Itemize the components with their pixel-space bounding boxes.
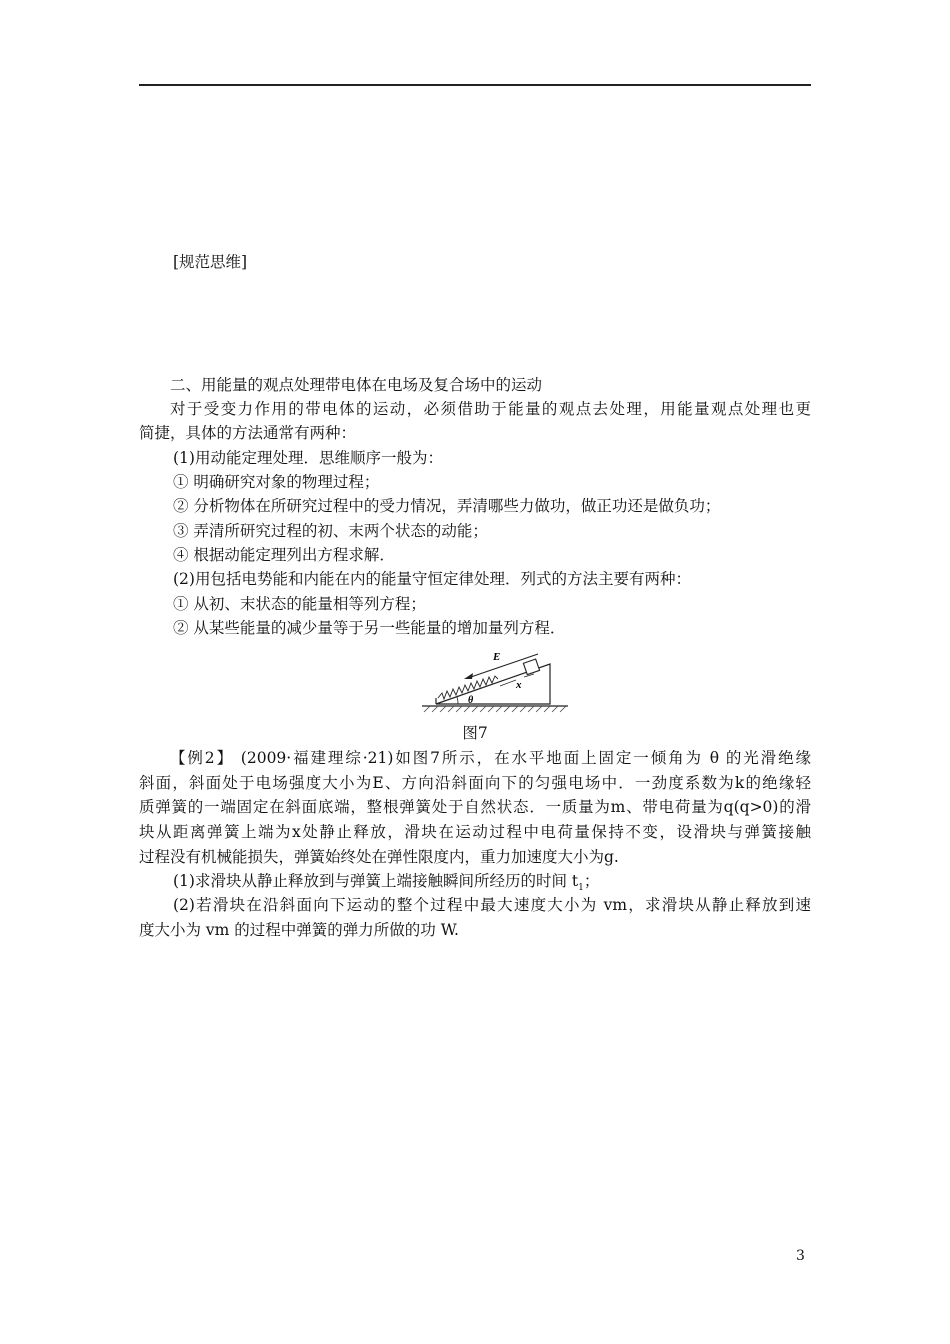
section-title: 二、用能量的观点处理带电体在电场及复合场中的运动 <box>170 376 543 394</box>
example-line-3: 质弹簧的一端固定在斜面底端，整根弹簧处于自然状态．一质量为m、带电荷量为q(q>0)的滑 <box>139 798 811 816</box>
method1-step-3: ③ 弄清所研究过程的初、末两个状态的动能； <box>173 522 488 540</box>
method1-step-1: ① 明确研究对象的物理过程； <box>173 473 380 491</box>
question-2-line-2: 度大小为 vm 的过程中弹簧的弹力所做的功 W. <box>139 921 459 939</box>
question-2-line-1: (2)若滑块在沿斜面向下运动的整个过程中最大速度大小为 vm，求滑块从静止释放到速 <box>173 896 811 914</box>
example-line-1: 【例2】 (2009·福建理综·21)如图7所示，在水平地面上固定一倾角为 θ 的光滑绝缘 <box>170 749 811 767</box>
question-1-text: (1)求滑块从静止释放到与弹簧上端接触瞬间所经历的时间 t <box>173 872 579 890</box>
question-1-end: ； <box>583 872 600 890</box>
field-arrowhead <box>464 673 473 679</box>
intro-line-2: 简捷，具体的方法通常有两种： <box>139 424 357 442</box>
method2-step-2: ② 从某些能量的减少量等于另一些能量的增加量列方程． <box>173 619 566 637</box>
example-line-2: 斜面，斜面处于电场强度大小为E、方向沿斜面向下的匀强电场中．一劲度系数为k的绝缘轻 <box>139 774 811 792</box>
distance-label: x <box>516 679 522 691</box>
example-line-5: 过程没有机械能损失，弹簧始终处在弹性限度内，重力加速度大小为g. <box>139 848 619 866</box>
question-1-subscript: 1 <box>578 883 584 894</box>
bracket-label: [规范思维] <box>173 253 248 271</box>
figure-caption: 图7 <box>462 724 488 742</box>
method2-heading: (2)用包括电势能和内能在内的能量守恒定律处理．列式的方法主要有两种： <box>173 570 691 588</box>
ground-hatching <box>424 706 566 712</box>
method1-heading: (1)用动能定理处理．思维顺序一般为： <box>173 449 443 467</box>
angle-label: θ <box>468 695 474 706</box>
header-rule <box>139 84 811 86</box>
method1-step-4: ④ 根据动能定理列出方程求解． <box>173 546 395 564</box>
method2-step-1: ① 从初、末状态的能量相等列方程； <box>173 595 426 613</box>
intro-line-1: 对于受变力作用的带电体的运动，必须借助于能量的观点去处理，用能量观点处理也更 <box>170 400 811 418</box>
example-line-4: 块从距离弹簧上端为x处静止释放，滑块在运动过程中电荷量保持不变，设滑块与弹簧接触 <box>139 823 811 841</box>
page-number: 3 <box>796 1248 805 1264</box>
field-label: E <box>493 651 501 663</box>
method1-step-2: ② 分析物体在所研究过程中的受力情况，弄清哪些力做功，做正功还是做负功； <box>173 497 721 515</box>
incline-figure <box>418 646 570 716</box>
